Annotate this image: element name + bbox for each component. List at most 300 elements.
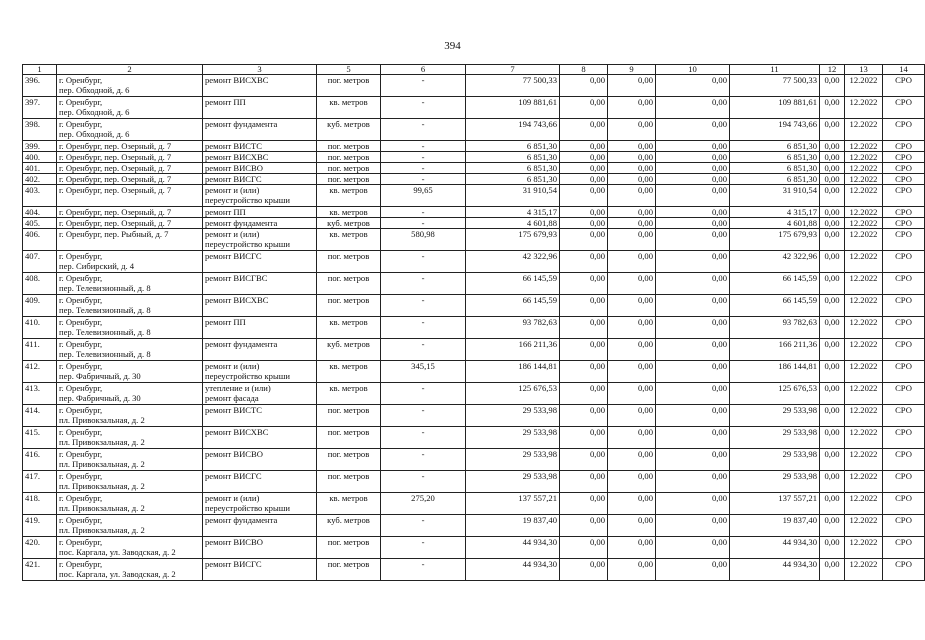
address-cell: г. Оренбург, пер. Озерный, д. 7 [57,174,203,185]
total-cost-cell: 93 782,63 [466,317,560,339]
value-cell: 0,00 [656,185,730,207]
cost-cell: 125 676,53 [730,383,820,405]
column-header: 13 [845,65,883,75]
row-number: 405. [23,218,57,229]
column-header: 5 [317,65,381,75]
value-cell: 0,00 [560,383,608,405]
address-cell: г. Оренбург, пос. Каргала, ул. Заводская, д. 2 [57,537,203,559]
source-cell: СРО [883,273,925,295]
value-cell: 0,00 [820,207,845,218]
row-number: 414. [23,405,57,427]
value-cell: 0,00 [608,97,656,119]
cost-cell: 4 601,88 [730,218,820,229]
source-cell: СРО [883,515,925,537]
work-type-cell: ремонт ВИСХВС [203,75,317,97]
date-cell: 12.2022 [845,207,883,218]
value-cell: 0,00 [656,361,730,383]
date-cell: 12.2022 [845,152,883,163]
total-cost-cell: 29 533,98 [466,405,560,427]
value-cell: 0,00 [820,339,845,361]
unit-cell: куб. метров [317,515,381,537]
quantity-cell: - [381,218,466,229]
value-cell: 0,00 [656,383,730,405]
address-cell: г. Оренбург, пл. Привокзальная, д. 2 [57,471,203,493]
total-cost-cell: 6 851,30 [466,152,560,163]
row-number: 408. [23,273,57,295]
unit-cell: пог. метров [317,174,381,185]
total-cost-cell: 6 851,30 [466,163,560,174]
total-cost-cell: 44 934,30 [466,559,560,581]
value-cell: 0,00 [820,251,845,273]
quantity-cell: 345,15 [381,361,466,383]
table-row [23,119,925,141]
value-cell: 0,00 [608,75,656,97]
date-cell: 12.2022 [845,218,883,229]
cost-cell: 29 533,98 [730,405,820,427]
page-number: 394 [444,40,461,52]
value-cell: 0,00 [820,97,845,119]
value-cell: 0,00 [656,251,730,273]
work-type-cell: ремонт ВИСХВС [203,295,317,317]
work-type-cell: ремонт ВИСХВС [203,152,317,163]
unit-cell: куб. метров [317,218,381,229]
table-row [23,493,925,515]
value-cell: 0,00 [820,152,845,163]
work-type-cell: ремонт и (или) переустройство крыши [203,185,317,207]
cost-cell: 29 533,98 [730,449,820,471]
value-cell: 0,00 [608,559,656,581]
value-cell: 0,00 [656,471,730,493]
address-cell: г. Оренбург, пер. Сибирский, д. 4 [57,251,203,273]
value-cell: 0,00 [560,449,608,471]
cost-cell: 66 145,59 [730,295,820,317]
total-cost-cell: 31 910,54 [466,185,560,207]
table-row [23,152,925,163]
value-cell: 0,00 [656,317,730,339]
table-row [23,251,925,273]
work-type-cell: ремонт ВИСГС [203,559,317,581]
date-cell: 12.2022 [845,493,883,515]
row-number: 404. [23,207,57,218]
address-cell: г. Оренбург, пл. Привокзальная, д. 2 [57,493,203,515]
total-cost-cell: 194 743,66 [466,119,560,141]
address-cell: г. Оренбург, пер. Озерный, д. 7 [57,185,203,207]
value-cell: 0,00 [820,174,845,185]
value-cell: 0,00 [656,75,730,97]
source-cell: СРО [883,119,925,141]
total-cost-cell: 4 601,88 [466,218,560,229]
value-cell: 0,00 [608,383,656,405]
value-cell: 0,00 [656,537,730,559]
total-cost-cell: 29 533,98 [466,471,560,493]
date-cell: 12.2022 [845,273,883,295]
unit-cell: пог. метров [317,163,381,174]
quantity-cell: 275,20 [381,493,466,515]
value-cell: 0,00 [820,471,845,493]
work-type-cell: ремонт ВИСВО [203,163,317,174]
source-cell: СРО [883,185,925,207]
row-number: 398. [23,119,57,141]
cost-cell: 4 315,17 [730,207,820,218]
row-number: 409. [23,295,57,317]
value-cell: 0,00 [820,163,845,174]
row-number: 402. [23,174,57,185]
value-cell: 0,00 [560,493,608,515]
value-cell: 0,00 [560,163,608,174]
value-cell: 0,00 [560,317,608,339]
address-cell: г. Оренбург, пер. Озерный, д. 7 [57,141,203,152]
source-cell: СРО [883,317,925,339]
date-cell: 12.2022 [845,97,883,119]
table-row [23,273,925,295]
total-cost-cell: 166 211,36 [466,339,560,361]
value-cell: 0,00 [820,229,845,251]
unit-cell: кв. метров [317,361,381,383]
date-cell: 12.2022 [845,141,883,152]
value-cell: 0,00 [656,218,730,229]
value-cell: 0,00 [656,559,730,581]
address-cell: г. Оренбург, пер. Обходной, д. 6 [57,97,203,119]
value-cell: 0,00 [608,427,656,449]
work-type-cell: ремонт ВИСВО [203,537,317,559]
value-cell: 0,00 [608,317,656,339]
total-cost-cell: 66 145,59 [466,273,560,295]
value-cell: 0,00 [608,251,656,273]
address-cell: г. Оренбург, пл. Привокзальная, д. 2 [57,405,203,427]
work-type-cell: ремонт ВИСГВС [203,273,317,295]
address-cell: г. Оренбург, пер. Обходной, д. 6 [57,119,203,141]
row-number: 412. [23,361,57,383]
cost-cell: 6 851,30 [730,141,820,152]
value-cell: 0,00 [560,97,608,119]
total-cost-cell: 6 851,30 [466,174,560,185]
source-cell: СРО [883,218,925,229]
unit-cell: пог. метров [317,471,381,493]
value-cell: 0,00 [608,339,656,361]
cost-cell: 166 211,36 [730,339,820,361]
value-cell: 0,00 [656,119,730,141]
value-cell: 0,00 [560,218,608,229]
value-cell: 0,00 [560,559,608,581]
source-cell: СРО [883,152,925,163]
address-cell: г. Оренбург, пер. Фабричный, д. 30 [57,383,203,405]
unit-cell: куб. метров [317,119,381,141]
source-cell: СРО [883,405,925,427]
table-row [23,185,925,207]
date-cell: 12.2022 [845,537,883,559]
source-cell: СРО [883,339,925,361]
unit-cell: пог. метров [317,141,381,152]
cost-cell: 29 533,98 [730,427,820,449]
cost-cell: 6 851,30 [730,163,820,174]
source-cell: СРО [883,493,925,515]
unit-cell: пог. метров [317,537,381,559]
table-row [23,339,925,361]
total-cost-cell: 4 315,17 [466,207,560,218]
table-row [23,295,925,317]
total-cost-cell: 77 500,33 [466,75,560,97]
quantity-cell: - [381,141,466,152]
quantity-cell: - [381,273,466,295]
date-cell: 12.2022 [845,229,883,251]
value-cell: 0,00 [608,152,656,163]
unit-cell: пог. метров [317,75,381,97]
value-cell: 0,00 [820,141,845,152]
unit-cell: пог. метров [317,405,381,427]
date-cell: 12.2022 [845,75,883,97]
address-cell: г. Оренбург, пер. Обходной, д. 6 [57,75,203,97]
work-type-cell: ремонт и (или) переустройство крыши [203,361,317,383]
value-cell: 0,00 [820,185,845,207]
total-cost-cell: 137 557,21 [466,493,560,515]
work-type-cell: ремонт фундамента [203,119,317,141]
row-number: 416. [23,449,57,471]
column-header: 14 [883,65,925,75]
value-cell: 0,00 [656,339,730,361]
date-cell: 12.2022 [845,559,883,581]
total-cost-cell: 6 851,30 [466,141,560,152]
value-cell: 0,00 [820,218,845,229]
value-cell: 0,00 [560,295,608,317]
date-cell: 12.2022 [845,174,883,185]
value-cell: 0,00 [656,449,730,471]
source-cell: СРО [883,207,925,218]
address-cell: г. Оренбург, пер. Рыбный, д. 7 [57,229,203,251]
value-cell: 0,00 [656,405,730,427]
total-cost-cell: 125 676,53 [466,383,560,405]
quantity-cell: - [381,152,466,163]
value-cell: 0,00 [560,251,608,273]
cost-cell: 29 533,98 [730,471,820,493]
value-cell: 0,00 [560,427,608,449]
quantity-cell: - [381,537,466,559]
value-cell: 0,00 [608,361,656,383]
unit-cell: кв. метров [317,185,381,207]
quantity-cell: - [381,383,466,405]
quantity-cell: - [381,471,466,493]
work-type-cell: ремонт ПП [203,97,317,119]
source-cell: СРО [883,174,925,185]
value-cell: 0,00 [560,229,608,251]
capital-repair-table [22,64,925,581]
table-row [23,218,925,229]
value-cell: 0,00 [820,559,845,581]
table-body [23,75,925,581]
source-cell: СРО [883,295,925,317]
cost-cell: 186 144,81 [730,361,820,383]
quantity-cell: - [381,174,466,185]
value-cell: 0,00 [820,427,845,449]
work-type-cell: ремонт ВИСТС [203,405,317,427]
quantity-cell: - [381,559,466,581]
table-row [23,229,925,251]
quantity-cell: 99,65 [381,185,466,207]
table-row [23,174,925,185]
cost-cell: 6 851,30 [730,174,820,185]
column-header: 1 [23,65,57,75]
quantity-cell: - [381,449,466,471]
value-cell: 0,00 [656,97,730,119]
value-cell: 0,00 [820,317,845,339]
source-cell: СРО [883,559,925,581]
total-cost-cell: 175 679,93 [466,229,560,251]
source-cell: СРО [883,449,925,471]
date-cell: 12.2022 [845,251,883,273]
value-cell: 0,00 [608,119,656,141]
value-cell: 0,00 [608,207,656,218]
value-cell: 0,00 [656,207,730,218]
row-number: 401. [23,163,57,174]
date-cell: 12.2022 [845,471,883,493]
table-row [23,97,925,119]
total-cost-cell: 29 533,98 [466,449,560,471]
address-cell: г. Оренбург, пос. Каргала, ул. Заводская, д. 2 [57,559,203,581]
value-cell: 0,00 [608,493,656,515]
source-cell: СРО [883,471,925,493]
value-cell: 0,00 [608,185,656,207]
value-cell: 0,00 [820,75,845,97]
row-number: 419. [23,515,57,537]
cost-cell: 137 557,21 [730,493,820,515]
value-cell: 0,00 [656,174,730,185]
source-cell: СРО [883,361,925,383]
value-cell: 0,00 [560,471,608,493]
cost-cell: 93 782,63 [730,317,820,339]
address-cell: г. Оренбург, пер. Телевизионный, д. 8 [57,339,203,361]
address-cell: г. Оренбург, пл. Привокзальная, д. 2 [57,515,203,537]
value-cell: 0,00 [656,273,730,295]
quantity-cell: - [381,119,466,141]
date-cell: 12.2022 [845,449,883,471]
unit-cell: куб. метров [317,339,381,361]
address-cell: г. Оренбург, пер. Фабричный, д. 30 [57,361,203,383]
date-cell: 12.2022 [845,119,883,141]
value-cell: 0,00 [560,141,608,152]
row-number: 397. [23,97,57,119]
date-cell: 12.2022 [845,361,883,383]
unit-cell: пог. метров [317,273,381,295]
work-type-cell: ремонт ВИСГС [203,251,317,273]
value-cell: 0,00 [560,75,608,97]
column-header: 9 [608,65,656,75]
quantity-cell: 580,98 [381,229,466,251]
value-cell: 0,00 [820,515,845,537]
value-cell: 0,00 [608,163,656,174]
value-cell: 0,00 [560,515,608,537]
table-row [23,141,925,152]
cost-cell: 194 743,66 [730,119,820,141]
value-cell: 0,00 [820,449,845,471]
date-cell: 12.2022 [845,163,883,174]
value-cell: 0,00 [656,295,730,317]
row-number: 420. [23,537,57,559]
value-cell: 0,00 [820,383,845,405]
value-cell: 0,00 [820,405,845,427]
table-row [23,537,925,559]
unit-cell: кв. метров [317,317,381,339]
column-header: 8 [560,65,608,75]
value-cell: 0,00 [608,218,656,229]
cost-cell: 42 322,96 [730,251,820,273]
source-cell: СРО [883,97,925,119]
work-type-cell: ремонт фундамента [203,515,317,537]
quantity-cell: - [381,295,466,317]
unit-cell: пог. метров [317,559,381,581]
source-cell: СРО [883,427,925,449]
column-header: 2 [57,65,203,75]
total-cost-cell: 29 533,98 [466,427,560,449]
table-row [23,405,925,427]
value-cell: 0,00 [560,537,608,559]
source-cell: СРО [883,75,925,97]
table-row [23,163,925,174]
cost-cell: 175 679,93 [730,229,820,251]
row-number: 415. [23,427,57,449]
value-cell: 0,00 [560,174,608,185]
column-header: 6 [381,65,466,75]
address-cell: г. Оренбург, пл. Привокзальная, д. 2 [57,427,203,449]
total-cost-cell: 44 934,30 [466,537,560,559]
cost-cell: 66 145,59 [730,273,820,295]
address-cell: г. Оренбург, пл. Привокзальная, д. 2 [57,449,203,471]
date-cell: 12.2022 [845,295,883,317]
unit-cell: пог. метров [317,449,381,471]
unit-cell: пог. метров [317,152,381,163]
address-cell: г. Оренбург, пер. Озерный, д. 7 [57,207,203,218]
value-cell: 0,00 [820,361,845,383]
table-row [23,75,925,97]
date-cell: 12.2022 [845,427,883,449]
value-cell: 0,00 [608,449,656,471]
work-type-cell: ремонт ВИСТС [203,141,317,152]
cost-cell: 44 934,30 [730,537,820,559]
unit-cell: кв. метров [317,229,381,251]
total-cost-cell: 109 881,61 [466,97,560,119]
row-number: 421. [23,559,57,581]
value-cell: 0,00 [820,537,845,559]
work-type-cell: ремонт и (или) переустройство крыши [203,493,317,515]
column-header: 12 [820,65,845,75]
column-header: 10 [656,65,730,75]
value-cell: 0,00 [656,515,730,537]
work-type-cell: ремонт ВИСХВС [203,427,317,449]
row-number: 413. [23,383,57,405]
work-type-cell: ремонт ПП [203,317,317,339]
value-cell: 0,00 [656,493,730,515]
work-type-cell: ремонт ПП [203,207,317,218]
value-cell: 0,00 [820,493,845,515]
value-cell: 0,00 [820,273,845,295]
total-cost-cell: 66 145,59 [466,295,560,317]
value-cell: 0,00 [608,515,656,537]
work-type-cell: ремонт ВИСГС [203,471,317,493]
unit-cell: кв. метров [317,97,381,119]
source-cell: СРО [883,251,925,273]
date-cell: 12.2022 [845,185,883,207]
value-cell: 0,00 [608,174,656,185]
value-cell: 0,00 [656,229,730,251]
quantity-cell: - [381,75,466,97]
table-row [23,361,925,383]
source-cell: СРО [883,537,925,559]
table-row [23,559,925,581]
unit-cell: пог. метров [317,427,381,449]
value-cell: 0,00 [608,141,656,152]
source-cell: СРО [883,141,925,152]
work-type-cell: ремонт фундамента [203,218,317,229]
table-row [23,383,925,405]
address-cell: г. Оренбург, пер. Телевизионный, д. 8 [57,273,203,295]
